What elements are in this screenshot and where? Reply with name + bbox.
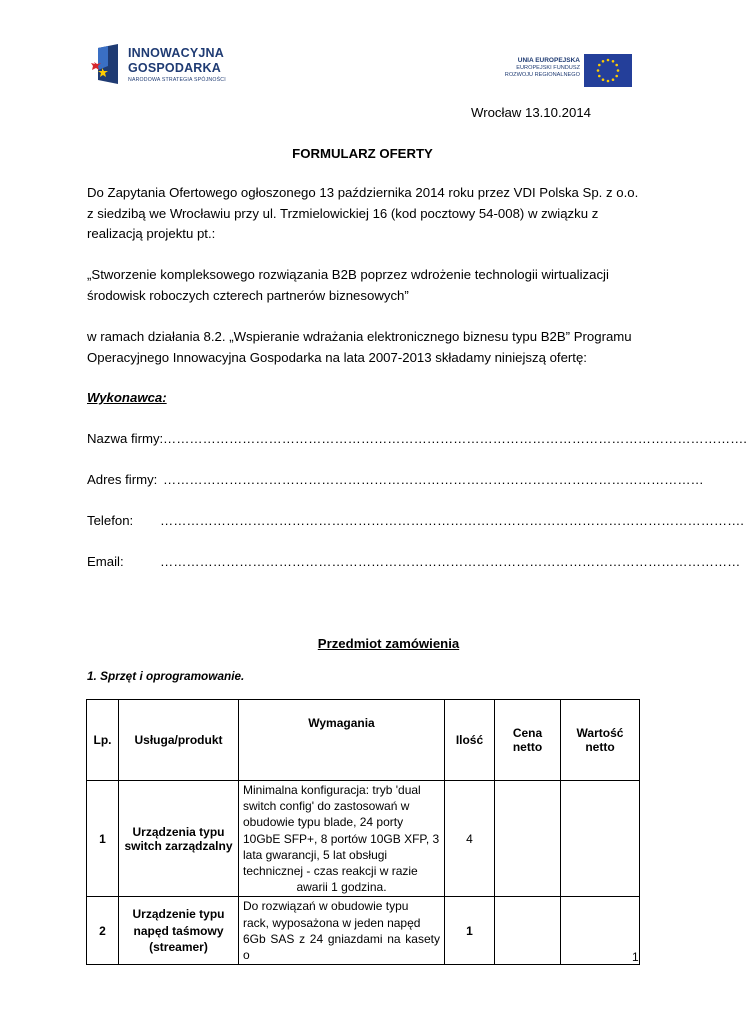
req-line: lata gwarancji, 5 lat obsługi	[243, 847, 388, 862]
intro-line-1: Do Zapytania Ofertowego ogłoszonego 13 października 2014 roku przez VDI Polska Sp. z o.o.	[87, 185, 639, 200]
row-product	[119, 781, 239, 897]
eu-logo-line-2: EUROPEJSKI FUNDUSZ	[516, 65, 580, 71]
row-product	[119, 897, 239, 965]
req-line: obudowie typu blade, 24 porty	[243, 815, 404, 830]
intro-paragraph	[87, 183, 647, 245]
project-title-paragraph	[87, 265, 647, 306]
logo-line-2: GOSPODARKA	[128, 61, 221, 75]
col-header-requirements-text: Wymagania	[308, 716, 375, 730]
table-row	[87, 781, 640, 897]
req-line: 6Gb SAS z 24 gniazdami na kasety o	[243, 931, 440, 963]
company-name-label: Nazwa firmy:	[87, 431, 164, 446]
row-net-value-cell[interactable]	[561, 897, 640, 965]
eu-fund-logo	[498, 54, 632, 88]
req-line: awarii 1 godzina.	[296, 880, 387, 895]
order-section-title: Przedmiot zamówienia	[317, 636, 460, 651]
req-line: rack, wyposażona w jeden napęd	[243, 915, 421, 930]
col-header-product: Usługa/produkt	[119, 700, 239, 781]
logo-line-3: NARODOWA STRATEGIA SPÓJNOŚCI	[128, 77, 226, 83]
row-requirements	[239, 897, 445, 965]
row-requirements	[239, 781, 445, 897]
req-line: 10GbE SFP+, 8 portów 10GB XFP, 3	[243, 831, 440, 846]
col-header-net-price-l2: netto	[512, 740, 543, 754]
program-line-2: Operacyjnego Innowacyjna Gospodarka na lata 2007-2013 składamy niniejszą ofertę:	[87, 349, 587, 365]
row-qty: 4	[445, 781, 495, 897]
company-name-field[interactable]: …………………………………………………………………………………………………………………….	[163, 431, 747, 446]
col-header-net-value-l2: netto	[585, 740, 615, 754]
offer-table	[86, 699, 640, 965]
project-title-line-1: „Stworzenie kompleksowego rozwiązania B2B poprzez wdrożenie technologii wirtualizacji	[87, 267, 609, 282]
program-line-1: w ramach działania 8.2. „Wspieranie wdrażania elektronicznego biznesu typu B2B” Programu	[87, 329, 632, 344]
req-line: switch config' do zastosowań w	[243, 799, 410, 814]
row-net-price-cell[interactable]	[495, 781, 561, 897]
row-qty: 1	[445, 897, 495, 965]
logo-line-1: INNOWACYJNA	[128, 46, 224, 60]
innowacyjna-gospodarka-emblem-icon	[92, 44, 122, 84]
row-lp: 2	[87, 897, 119, 965]
email-field[interactable]: ……………………………………………………………………………………………………………………	[160, 554, 741, 569]
row-net-value-cell[interactable]	[561, 781, 640, 897]
page-number: 1	[632, 950, 639, 964]
program-paragraph	[87, 327, 647, 368]
innowacyjna-gospodarka-logo	[92, 44, 242, 88]
col-header-net-price	[495, 700, 561, 781]
row-product-l1: Urządzenia typu	[132, 824, 225, 839]
col-header-qty: Ilość	[445, 700, 495, 781]
project-title-line-2: środowisk roboczych czterech partnerów biznesowych”	[87, 287, 409, 303]
company-address-field[interactable]: ……………………………………………………………………………………………………………	[163, 472, 704, 487]
eu-flag-icon	[584, 54, 632, 87]
row-product-l3: (streamer)	[149, 940, 208, 955]
row-lp: 1	[87, 781, 119, 897]
row-net-price-cell[interactable]	[495, 897, 561, 965]
intro-line-2: z siedzibą we Wrocławiu przy ul. Trzmielowickiej 16 (kod pocztowy 54-008) w związku z	[87, 205, 599, 221]
req-line: Minimalna konfiguracja: tryb 'dual	[243, 783, 421, 797]
contractor-heading: Wykonawca:	[87, 390, 167, 405]
col-header-net-price-l1: Cena	[512, 726, 543, 740]
phone-label: Telefon:	[87, 513, 134, 528]
table-header-row	[87, 700, 640, 781]
row-product-l2: napęd taśmowy	[133, 923, 224, 938]
eu-logo-text	[505, 57, 580, 79]
eu-logo-line-1: UNIA EUROPEJSKA	[517, 57, 580, 64]
col-header-requirements	[239, 700, 445, 781]
col-header-lp: Lp.	[87, 700, 119, 781]
email-label: Email:	[87, 554, 124, 569]
page-title: FORMULARZ OFERTY	[292, 146, 433, 161]
row-product-l2: switch zarządzalny	[124, 838, 233, 853]
col-header-net-value-l1: Wartość	[576, 726, 624, 740]
document-date: Wrocław 13.10.2014	[471, 105, 591, 120]
order-subsection-title: 1. Sprzęt i oprogramowanie.	[87, 669, 245, 683]
company-address-label: Adres firmy:	[87, 472, 158, 487]
intro-line-3: realizacją projektu pt.:	[87, 226, 216, 242]
req-line: technicznej - czas reakcji w razie	[243, 864, 418, 879]
row-product-l1: Urządzenie typu	[132, 907, 225, 922]
eu-logo-line-3: ROZWOJU REGIONALNEGO	[504, 72, 580, 78]
table-row	[87, 897, 640, 965]
req-line: Do rozwiązań w obudowie typu	[243, 899, 409, 914]
col-header-net-value	[561, 700, 640, 781]
phone-field[interactable]: …………………………………………………………………………………………………………………….	[160, 513, 744, 528]
